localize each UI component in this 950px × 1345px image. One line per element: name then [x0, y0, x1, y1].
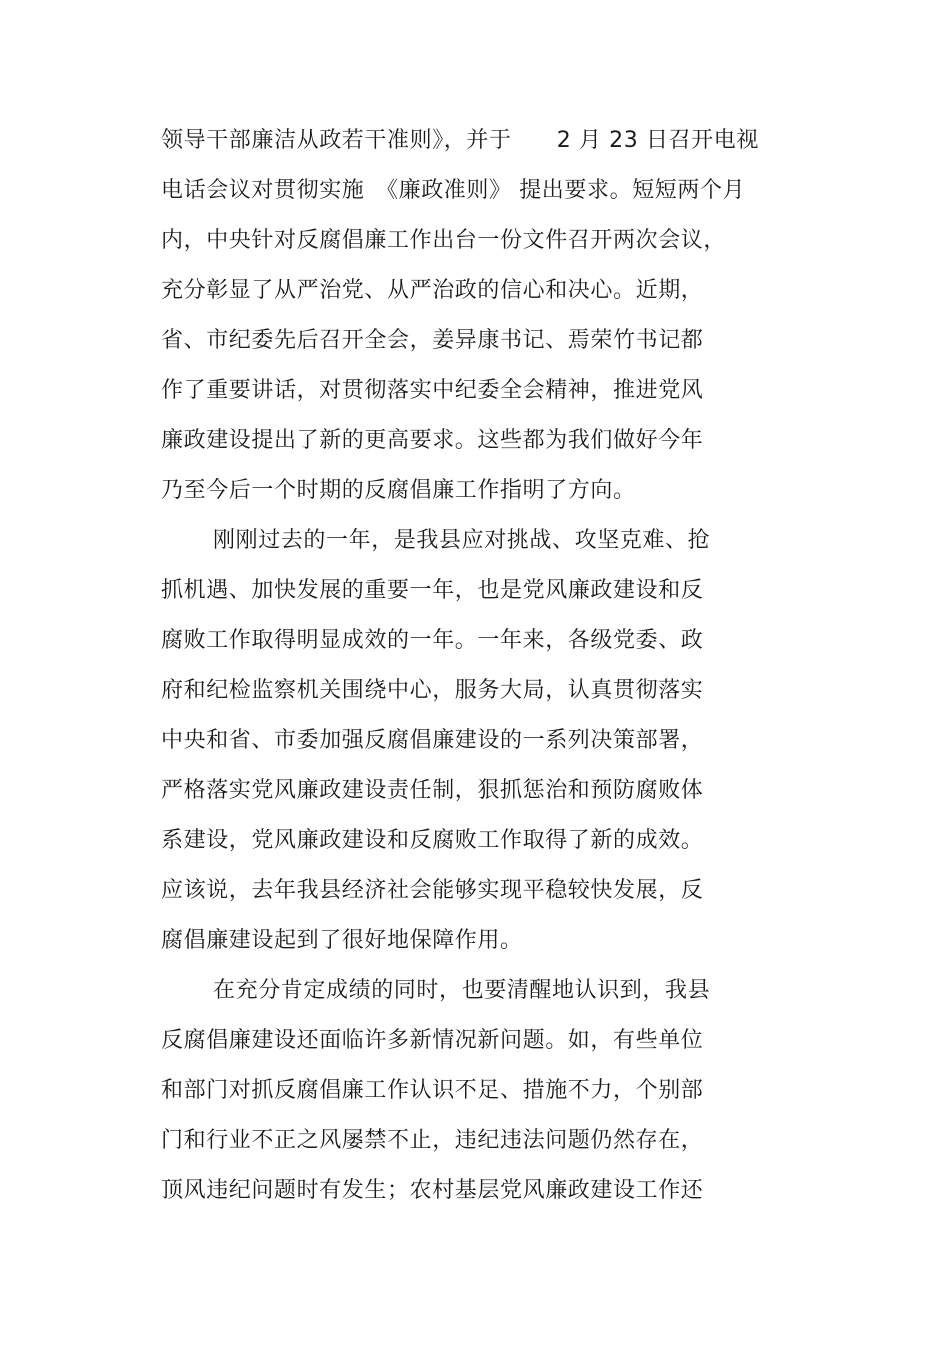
text-line: 府和纪检监察机关围绕中心，服务大局，认真贯彻落实: [161, 678, 704, 703]
text-line: 反腐倡廉建设还面临许多新情况新问题。如，有些单位: [161, 1028, 704, 1053]
text-line: 充分彰显了从严治党、从严治政的信心和决心。近期，: [161, 278, 704, 303]
text-line: 腐倡廉建设起到了很好地保障作用。: [161, 928, 523, 953]
text-line: 乃至今后一个时期的反腐倡廉工作指明了方向。: [161, 478, 636, 503]
text-line: 严格落实党风廉政建设责任制，狠抓惩治和预防腐败体: [161, 778, 704, 803]
paragraph-first-line: 在充分肯定成绩的同时，也要清醒地认识到，我县: [213, 978, 711, 1003]
text-line: 电话会议对贯彻实施 《廉政准则》 提出要求。短短两个月: [161, 178, 746, 203]
text-line: 顶风违纪问题时有发生；农村基层党风廉政建设工作还: [161, 1178, 704, 1203]
text-line: 门和行业不正之风屡禁不止，违纪违法问题仍然存在，: [161, 1128, 704, 1153]
text-line: 抓机遇、加快发展的重要一年，也是党风廉政建设和反: [161, 578, 704, 603]
text-line: 廉政建设提出了新的更高要求。这些都为我们做好今年: [161, 428, 704, 453]
text-line: 内，中央针对反腐倡廉工作出台一份文件召开两次会议，: [161, 228, 727, 253]
text-line: 作了重要讲话，对贯彻落实中纪委全会精神，推进党风: [161, 378, 704, 403]
text-line: 省、市纪委先后召开全会，姜异康书记、焉荣竹书记都: [161, 328, 704, 353]
text-line: 应该说，去年我县经济社会能够实现平稳较快发展，反: [161, 878, 704, 903]
text-line: 中央和省、市委加强反腐倡廉建设的一系列决策部署，: [161, 728, 704, 753]
text-line: 系建设，党风廉政建设和反腐败工作取得了新的成效。: [161, 828, 704, 853]
text-line: 领导干部廉洁从政若干准则》，并于 2 月 23 日召开电视: [161, 128, 759, 153]
text-line: 和部门对抓反腐倡廉工作认识不足、措施不力，个别部: [161, 1078, 704, 1103]
paragraph-first-line: 刚刚过去的一年，是我县应对挑战、攻坚克难、抢: [213, 528, 711, 553]
text-line: 腐败工作取得明显成效的一年。一年来，各级党委、政: [161, 628, 704, 653]
